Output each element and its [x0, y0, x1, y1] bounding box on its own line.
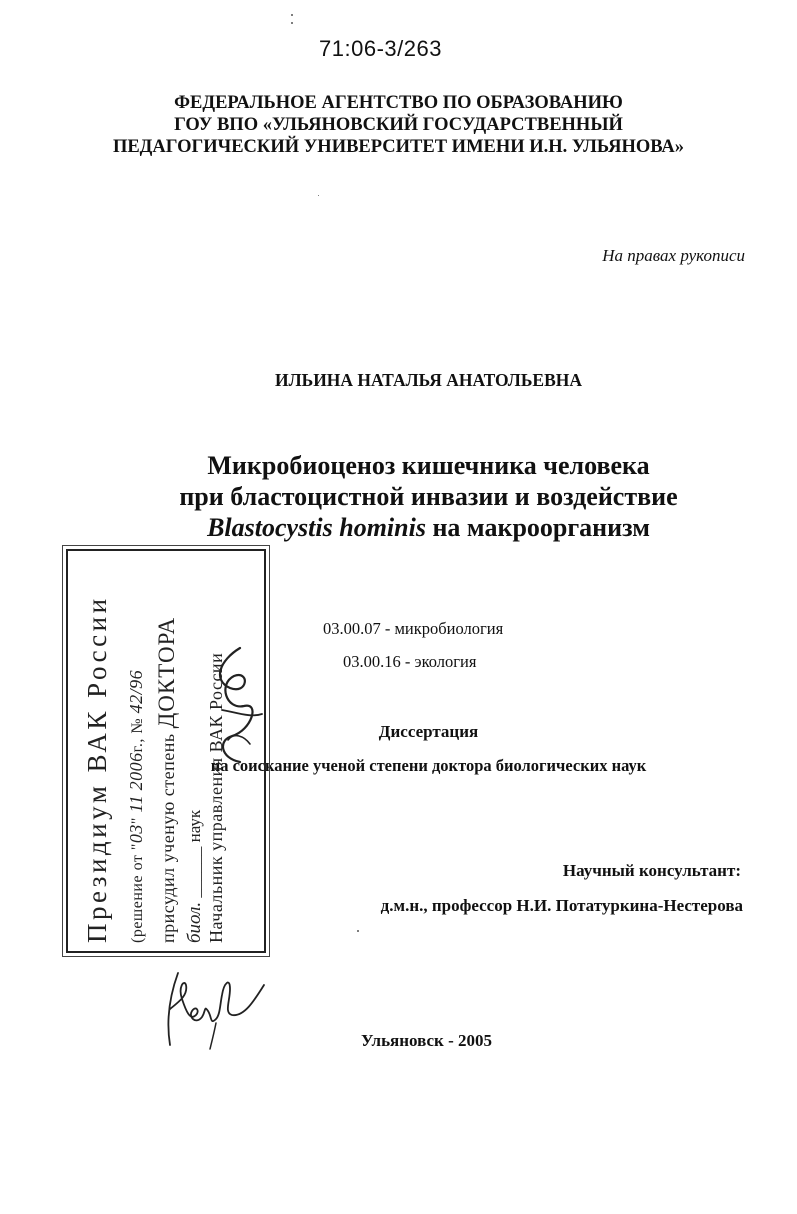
thesis-title-line-1: Микробиоценоз кишечника человека	[207, 451, 650, 480]
institution-line-1: ФЕДЕРАЛЬНОЕ АГЕНТСТВО ПО ОБРАЗОВАНИЮ	[174, 93, 623, 113]
stamp-decision-number: 42/96	[126, 669, 146, 714]
stamp-decision-prefix: (решение от "	[129, 843, 146, 943]
stamp-decision-mid: "	[129, 817, 146, 825]
thesis-title-line-2: при бластоцистной инвазии и воздействие	[179, 482, 678, 511]
stamp-decision-day: 03	[126, 824, 146, 844]
stamp-awarded-degree: ДОКТОРА	[154, 616, 179, 729]
consultant-label: Научный консультант:	[562, 861, 741, 880]
institution-line-3: ПЕДАГОГИЧЕСКИЙ УНИВЕРСИТЕТ ИМЕНИ И.Н. УЛЬЯНОВА»	[112, 137, 685, 157]
stamp-awarded-prefix: присудил ученую степень	[158, 733, 178, 943]
stamp-field-suffix: наук	[185, 809, 204, 843]
stamp-decision-year: 2006	[126, 752, 146, 791]
city-year-text: Ульяновск - 2005	[360, 1031, 493, 1050]
species-name: Blastocystis hominis	[207, 513, 426, 542]
institution-line-2: ГОУ ВПО «УЛЬЯНОВСКИЙ ГОСУДАРСТВЕННЫЙ	[174, 115, 623, 135]
thesis-title-line-3-rest: на макроорганизм	[425, 513, 650, 542]
stamp-field-value: биол.	[184, 901, 205, 943]
stamp-decision-no-prefix: г., №	[129, 717, 146, 753]
author-name-text: ИЛЬИНА НАТАЛЬЯ АНАТОЛЬЕВНА	[274, 370, 583, 390]
stamp-decision-month: 11	[126, 794, 146, 813]
consultant-name: д.м.н., профессор Н.И. Потатуркина-Нестерова	[380, 896, 743, 915]
stamp-chief-line: Начальник управления ВАК России	[206, 652, 226, 943]
specialty-microbiology: 03.00.07 - микробиология	[323, 619, 504, 638]
degree-line-text: на соискание ученой степени доктора биологических наук	[210, 756, 647, 775]
rights-note: На правах рукописи	[602, 246, 745, 265]
specialty-ecology: 03.00.16 - экология	[343, 652, 477, 671]
work-type-text: Диссертация	[378, 722, 479, 741]
stamp-title: Президиум ВАК России	[82, 595, 112, 943]
catalog-number-text: 71:06-3/263	[319, 36, 442, 61]
stamp-field-line: биол. ______ наук	[184, 809, 205, 943]
